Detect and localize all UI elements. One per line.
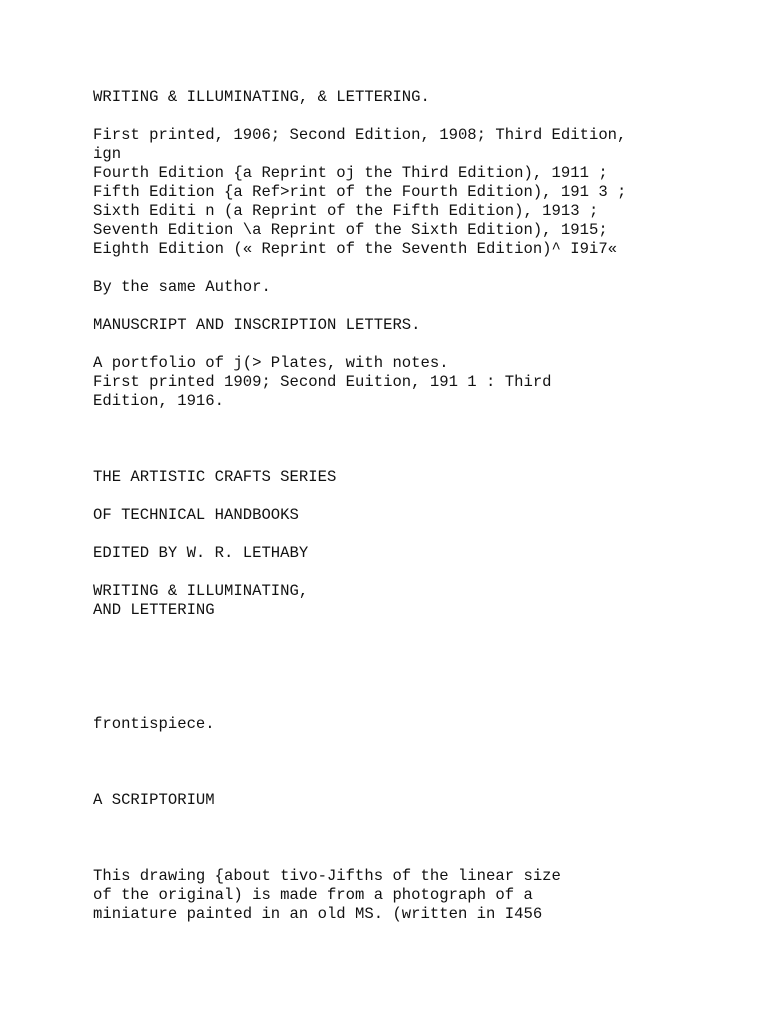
- same-author-heading: By the same Author.: [93, 278, 271, 296]
- editor-credit: EDITED BY W. R. LETHABY: [93, 544, 309, 562]
- book-title: WRITING & ILLUMINATING, AND LETTERING: [93, 582, 309, 619]
- plate-title: A SCRIPTORIUM: [93, 791, 215, 809]
- series-subtitle: OF TECHNICAL HANDBOOKS: [93, 506, 299, 524]
- frontispiece-label: frontispiece.: [93, 715, 215, 733]
- series-name: THE ARTISTIC CRAFTS SERIES: [93, 468, 337, 486]
- edition-history: First printed, 1906; Second Edition, 1908; Third Edition, ign Fourth Edition {a Reprint oj the Third Edition), 1911 ; Fifth Edition {a Ref>rint of the Fourth Edition), 191 3 ; Sixth Editi n (a Reprint of the Fifth Edition), 1913 ; Seventh Edition \a Reprint of the Sixth Edition), 1915; Eighth Edition (« Reprint of the Seventh Edition)^ I9i7«: [93, 126, 627, 258]
- document-title: WRITING & ILLUMINATING, & LETTERING.: [93, 88, 430, 106]
- plate-caption: This drawing {about tivo-Jifths of the linear size of the original) is made from a photograph of a miniature painted in an old MS. (written in I456: [93, 867, 561, 923]
- other-work-details: A portfolio of j(> Plates, with notes. First printed 1909; Second Euition, 191 1 : Third Edition, 1916.: [93, 354, 552, 410]
- other-work-title: MANUSCRIPT AND INSCRIPTION LETTERS.: [93, 316, 421, 334]
